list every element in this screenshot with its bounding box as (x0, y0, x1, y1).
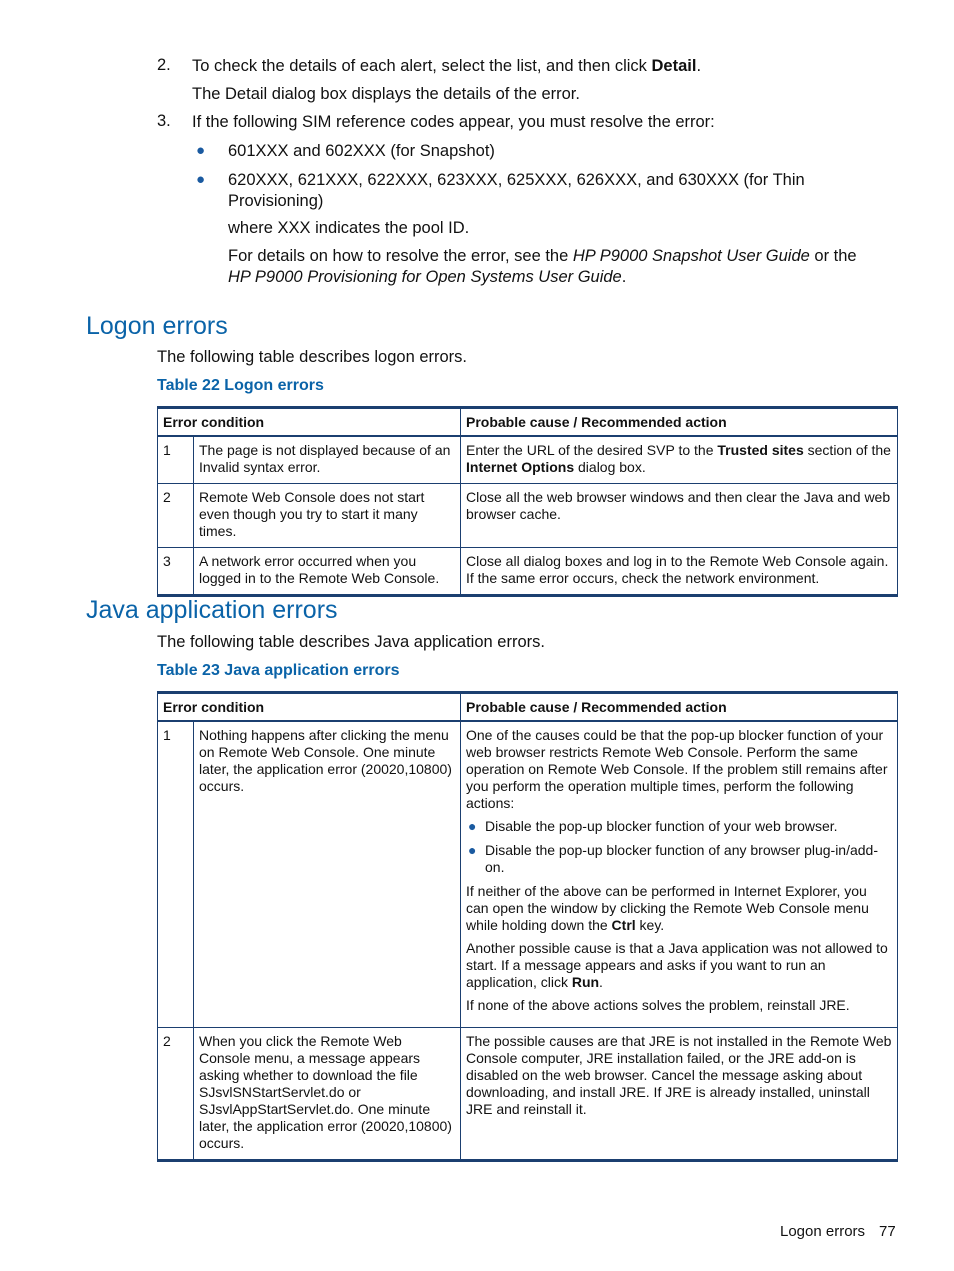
table-header-row (158, 693, 898, 722)
section-intro: The following table describes logon errors. (157, 348, 467, 366)
error-condition: The page is not displayed because of an Invalid syntax error. (194, 436, 461, 484)
row-number: 1 (158, 436, 194, 484)
row-number: 1 (158, 721, 194, 1028)
where-text: where XXX indicates the pool ID. (228, 219, 470, 237)
error-condition: A network error occurred when you logged in to the Remote Web Console. (194, 548, 461, 596)
section-heading-java: Java application errors (86, 596, 338, 624)
step-subtext: The Detail dialog box displays the details of the error. (192, 85, 580, 103)
error-condition: When you click the Remote Web Console menu, a message appears asking whether to download the file SJsvlSNStartServlet.do or SJsvlAppStartServlet.do. One minute later, the application error (20020,10800) occurs. (194, 1028, 461, 1161)
row-number: 3 (158, 548, 194, 596)
step-number: 2. (157, 56, 171, 74)
column-header: Probable cause / Recommended action (461, 693, 898, 722)
details-text: For details on how to resolve the error, see the HP P9000 Snapshot User Guide or the (228, 247, 857, 265)
step-number: 3. (157, 112, 171, 130)
recommended-action: Close all dialog boxes and log in to the Remote Web Console again. If the same error occurs, check the network environment. (461, 548, 898, 596)
details-text-continued: HP P9000 Provisioning for Open Systems User Guide. (228, 268, 627, 286)
step-text: If the following SIM reference codes appear, you must resolve the error: (192, 113, 715, 131)
code-item: 620XXX, 621XXX, 622XXX, 623XXX, 625XXX, 626XXX, and 630XXX (for Thin (228, 171, 805, 189)
action-paragraph: If neither of the above can be performed in Internet Explorer, you can open the window by clicking the Remote Web Console menu while holding down the Ctrl key. (466, 883, 869, 933)
column-header: Error condition (158, 693, 461, 722)
step-text: To check the details of each alert, select the list, and then click Detail. (192, 57, 702, 75)
table-row (158, 721, 898, 1028)
error-condition: Remote Web Console does not start even though you try to start it many times. (194, 484, 461, 548)
row-number: 2 (158, 484, 194, 548)
action-paragraph: Another possible cause is that a Java application was not allowed to start. If a message appears and asks if you want to run an application, click Run. (466, 940, 888, 990)
action-paragraph: If none of the above actions solves the problem, reinstall JRE. (466, 997, 850, 1013)
table-row (158, 436, 898, 484)
recommended-action: Close all the web browser windows and then clear the Java and web browser cache. (461, 484, 898, 548)
bullet-icon: ● (468, 818, 477, 834)
logon-errors-table (157, 406, 898, 597)
error-condition: Nothing happens after clicking the menu on Remote Web Console. One minute later, the application error (20020,10800) occurs. (194, 721, 461, 1028)
column-header: Probable cause / Recommended action (461, 408, 898, 437)
table-header-row (158, 408, 898, 437)
recommended-action: Enter the URL of the desired SVP to the Trusted sites section of the Internet Options dialog box. (461, 436, 898, 484)
table-row (158, 548, 898, 596)
recommended-action: The possible causes are that JRE is not installed in the Remote Web Console computer, JRE installation failed, or the JRE add-on is disabled on the web browser. Cancel the message asking about downloading, and install JRE. If JRE is already installed, uninstall JRE and reinstall it. (461, 1028, 898, 1161)
code-item-continued: Provisioning) (228, 192, 324, 210)
row-number: 2 (158, 1028, 194, 1161)
table-caption: Table 22 Logon errors (157, 377, 324, 394)
bullet-icon: ● (468, 842, 477, 858)
action-bullet: ● Disable the pop-up blocker function of your web browser. (468, 818, 838, 834)
bullet-icon: ● (196, 171, 206, 188)
section-heading-logon: Logon errors (86, 312, 228, 340)
recommended-action (461, 721, 898, 1028)
table-caption: Table 23 Java application errors (157, 662, 400, 679)
page-number: 77 (879, 1223, 896, 1240)
bullet-icon: ● (196, 142, 206, 159)
action-bullet: ● Disable the pop-up blocker function of any browser plug-in/add-on. (468, 842, 879, 875)
action-paragraph: One of the causes could be that the pop-up blocker function of your web browser restricts Remote Web Console. Perform the same operation on Remote Web Console. If the problem still remains after you perform the operation multiple times, perform the following actions: (466, 727, 888, 811)
code-item: 601XXX and 602XXX (for Snapshot) (228, 142, 495, 160)
table-row (158, 1028, 898, 1161)
table-row (158, 484, 898, 548)
java-errors-table (157, 691, 898, 1162)
section-intro: The following table describes Java application errors. (157, 633, 545, 651)
column-header: Error condition (158, 408, 461, 437)
footer-section-label: Logon errors (780, 1223, 866, 1240)
